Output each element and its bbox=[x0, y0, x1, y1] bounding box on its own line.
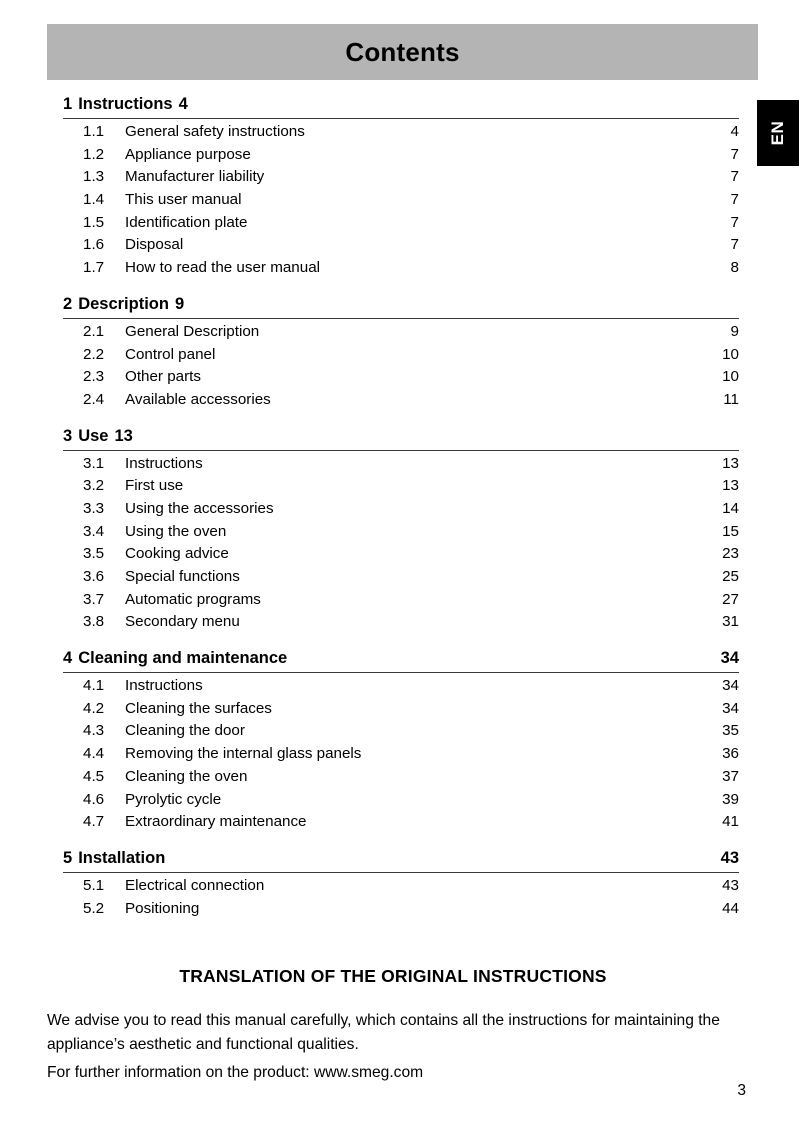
toc-section-title: Instructions bbox=[78, 95, 173, 113]
toc-entry-list bbox=[63, 675, 739, 834]
toc-entry-title: General Description bbox=[125, 322, 260, 340]
toc-section-page: 9 bbox=[174, 294, 185, 313]
language-tab-label: EN bbox=[768, 120, 787, 146]
toc-entry[interactable] bbox=[83, 789, 739, 812]
toc-entry-title: Pyrolytic cycle bbox=[125, 790, 222, 808]
toc-entry[interactable] bbox=[83, 321, 739, 344]
toc-entry-number: 5.2 bbox=[83, 899, 105, 917]
toc-entry[interactable] bbox=[83, 498, 739, 521]
toc-entry-page: 10 bbox=[722, 345, 739, 363]
toc-entry[interactable] bbox=[83, 366, 739, 389]
toc-section-number: 1 bbox=[63, 95, 73, 113]
toc-section bbox=[63, 424, 739, 647]
toc-entry-page: 35 bbox=[722, 722, 739, 740]
toc-entry[interactable] bbox=[83, 257, 739, 280]
toc-entry-list bbox=[63, 875, 739, 920]
language-tab-en bbox=[757, 100, 799, 166]
toc-entry-title: Instructions bbox=[125, 677, 203, 695]
toc-section-rule bbox=[63, 450, 739, 451]
toc-entry-page: 7 bbox=[730, 213, 739, 231]
toc-entry-number: 3.6 bbox=[83, 568, 105, 585]
toc-entry-title: Removing the internal glass panels bbox=[125, 745, 362, 763]
toc-entry[interactable] bbox=[83, 875, 739, 898]
toc-section-page: 4 bbox=[178, 95, 188, 113]
contents-header-bar bbox=[47, 24, 758, 80]
toc-entry[interactable] bbox=[83, 234, 739, 257]
toc-entry-page: 34 bbox=[722, 699, 739, 717]
toc-section bbox=[63, 646, 739, 846]
toc-section bbox=[63, 92, 739, 292]
toc-entry[interactable] bbox=[83, 675, 739, 698]
toc-section-title: Cleaning and maintenance bbox=[78, 649, 288, 668]
toc-entry[interactable] bbox=[83, 521, 739, 544]
toc-entry-title: This user manual bbox=[125, 191, 242, 209]
footer-paragraph-2: For further information on the product: www.smeg.com bbox=[47, 1064, 424, 1081]
toc-entry-page: 34 bbox=[722, 677, 739, 695]
toc-entry[interactable] bbox=[83, 212, 739, 235]
toc-section-rule bbox=[63, 118, 739, 119]
toc-entry-page: 4 bbox=[730, 123, 739, 140]
toc-entry-page: 39 bbox=[722, 790, 739, 808]
toc-entry-number: 1.6 bbox=[83, 236, 105, 254]
toc-section-rule bbox=[63, 872, 739, 873]
toc-section-rule bbox=[63, 672, 739, 673]
toc-entry-page: 37 bbox=[722, 767, 739, 785]
toc-entry-number: 4.6 bbox=[83, 790, 105, 808]
toc-entry-number: 5.1 bbox=[83, 876, 105, 894]
toc-section-number: 3 bbox=[63, 426, 73, 445]
toc-entry-number: 4.5 bbox=[83, 767, 105, 785]
toc-entry-page: 8 bbox=[730, 259, 739, 277]
toc-entry[interactable] bbox=[83, 121, 739, 144]
toc-entry-number: 3.2 bbox=[83, 477, 105, 495]
toc-entry-page: 36 bbox=[722, 745, 739, 763]
toc-entry[interactable] bbox=[83, 743, 739, 766]
toc-entry-title: Electrical connection bbox=[125, 876, 265, 894]
toc-entry-number: 4.4 bbox=[83, 745, 105, 763]
toc-entry-page: 7 bbox=[730, 145, 739, 163]
toc-entry-title: Cleaning the oven bbox=[125, 767, 248, 785]
toc-entry[interactable] bbox=[83, 698, 739, 721]
toc-section-title: Installation bbox=[78, 848, 166, 867]
toc-entry-title: Available accessories bbox=[125, 390, 271, 408]
toc-entry[interactable] bbox=[83, 389, 739, 412]
toc-section-heading[interactable] bbox=[63, 646, 739, 670]
toc-entry-number: 3.3 bbox=[83, 499, 105, 517]
toc-entry-page: 27 bbox=[722, 590, 739, 608]
toc-entry-page: 15 bbox=[722, 522, 739, 540]
toc-entry-number: 3.5 bbox=[83, 545, 105, 563]
toc-section-gap bbox=[63, 280, 739, 292]
toc-entry[interactable] bbox=[83, 811, 739, 834]
toc-section-number: 5 bbox=[63, 848, 73, 867]
toc-entry-title: Positioning bbox=[125, 899, 200, 917]
toc-entry[interactable] bbox=[83, 453, 739, 476]
toc-section-title: Description bbox=[78, 294, 169, 313]
toc-entry-title: Automatic programs bbox=[125, 590, 261, 608]
toc-entry-number: 1.3 bbox=[83, 168, 105, 186]
toc-section-heading[interactable] bbox=[63, 92, 739, 116]
toc-entry-number: 1.1 bbox=[83, 123, 105, 140]
toc-section-number: 2 bbox=[63, 294, 73, 313]
toc-entry-page: 23 bbox=[722, 545, 739, 563]
toc-entry[interactable] bbox=[83, 543, 739, 566]
toc-entry-page: 7 bbox=[730, 236, 739, 254]
toc-entry-title: First use bbox=[125, 477, 184, 495]
toc-entry-title: Control panel bbox=[125, 345, 216, 363]
toc-entry-title: Manufacturer liability bbox=[125, 168, 265, 186]
toc-section-page: 34 bbox=[720, 649, 739, 668]
toc-entry[interactable] bbox=[83, 611, 739, 634]
toc-entry-title: Using the accessories bbox=[125, 499, 274, 517]
toc-section-rule bbox=[63, 318, 739, 319]
toc-entry-page: 13 bbox=[722, 454, 739, 472]
toc-entry-page: 9 bbox=[730, 322, 739, 340]
toc-entry-title: General safety instructions bbox=[125, 123, 305, 140]
toc-entry-number: 3.7 bbox=[83, 590, 105, 608]
toc-entry-title: Cleaning the door bbox=[125, 722, 245, 740]
toc-entry-number: 1.5 bbox=[83, 213, 105, 231]
toc-entry[interactable] bbox=[83, 566, 739, 589]
toc-entry[interactable] bbox=[83, 589, 739, 612]
toc-entry-title: Disposal bbox=[125, 236, 184, 254]
toc-entry-page: 44 bbox=[722, 899, 739, 917]
toc-section-number: 4 bbox=[63, 649, 73, 668]
toc-entry-title: Cooking advice bbox=[125, 545, 229, 563]
toc-entry-title: Instructions bbox=[125, 454, 203, 472]
toc-entry[interactable] bbox=[83, 344, 739, 367]
toc-entry-number: 4.7 bbox=[83, 813, 105, 831]
toc-section-heading[interactable] bbox=[63, 424, 739, 448]
toc-entry-number: 2.2 bbox=[83, 345, 105, 363]
translation-heading: TRANSLATION OF THE ORIGINAL INSTRUCTIONS bbox=[179, 966, 607, 986]
toc-entry-page: 7 bbox=[730, 191, 739, 209]
page-title: Contents bbox=[345, 36, 460, 67]
toc-entry-page: 41 bbox=[722, 813, 739, 831]
toc-entry-number: 1.7 bbox=[83, 259, 105, 277]
toc-entry-title: Identification plate bbox=[125, 213, 248, 231]
toc-entry[interactable] bbox=[83, 766, 739, 789]
toc-entry-number: 3.1 bbox=[83, 454, 105, 472]
toc-entry-number: 2.3 bbox=[83, 368, 105, 386]
toc-section-gap bbox=[63, 412, 739, 424]
toc-entry-title: Other parts bbox=[125, 368, 201, 386]
toc-entry-title: Using the oven bbox=[125, 522, 227, 540]
footer-block bbox=[47, 966, 739, 1085]
toc-entry-page: 25 bbox=[722, 568, 739, 585]
toc-entry-page: 13 bbox=[722, 477, 739, 495]
toc-entry-title: Secondary menu bbox=[125, 613, 240, 631]
table-of-contents bbox=[63, 92, 739, 920]
toc-entry[interactable] bbox=[83, 475, 739, 498]
toc-entry-page: 11 bbox=[723, 390, 739, 408]
toc-entry-title: Appliance purpose bbox=[125, 145, 251, 163]
toc-section-page: 13 bbox=[114, 426, 133, 445]
toc-entry-number: 4.1 bbox=[83, 677, 105, 695]
toc-entry[interactable] bbox=[83, 720, 739, 743]
toc-section-page: 43 bbox=[720, 848, 739, 867]
toc-entry[interactable] bbox=[83, 144, 739, 167]
toc-entry[interactable] bbox=[83, 189, 739, 212]
toc-entry-number: 3.8 bbox=[83, 613, 105, 631]
toc-entry-number: 1.4 bbox=[83, 191, 105, 209]
toc-entry-list bbox=[63, 453, 739, 635]
toc-entry-list bbox=[63, 321, 739, 412]
toc-entry-title: How to read the user manual bbox=[125, 259, 321, 277]
toc-entry-title: Special functions bbox=[125, 568, 240, 585]
toc-entry-title: Cleaning the surfaces bbox=[125, 699, 272, 717]
toc-entry-page: 31 bbox=[722, 613, 739, 631]
toc-entry-number: 2.1 bbox=[83, 322, 105, 340]
toc-entry[interactable] bbox=[83, 166, 739, 189]
toc-section-heading[interactable] bbox=[63, 292, 739, 316]
toc-entry[interactable] bbox=[83, 898, 739, 921]
toc-entry-number: 2.4 bbox=[83, 390, 105, 408]
toc-entry-number: 3.4 bbox=[83, 522, 105, 540]
toc-section-heading[interactable] bbox=[63, 846, 739, 870]
toc-section bbox=[63, 292, 739, 424]
toc-section-gap bbox=[63, 834, 739, 846]
toc-section-title: Use bbox=[78, 426, 109, 445]
toc-entry-number: 4.2 bbox=[83, 699, 105, 717]
toc-section-gap bbox=[63, 634, 739, 646]
toc-entry-number: 1.2 bbox=[83, 145, 105, 163]
toc-entry-list bbox=[63, 121, 739, 280]
toc-entry-page: 10 bbox=[722, 368, 739, 386]
toc-entry-title: Extraordinary maintenance bbox=[125, 813, 307, 831]
toc-entry-page: 43 bbox=[722, 876, 739, 894]
toc-entry-page: 7 bbox=[730, 168, 739, 186]
toc-section bbox=[63, 846, 739, 920]
page-number: 3 bbox=[737, 1082, 746, 1099]
toc-entry-page: 14 bbox=[722, 499, 739, 517]
toc-entry-number: 4.3 bbox=[83, 722, 105, 740]
footer-paragraph-1: We advise you to read this manual carefully, which contains all the instructions for maintaining the appliance’s aesthetic and functional qualities. bbox=[47, 1012, 720, 1053]
